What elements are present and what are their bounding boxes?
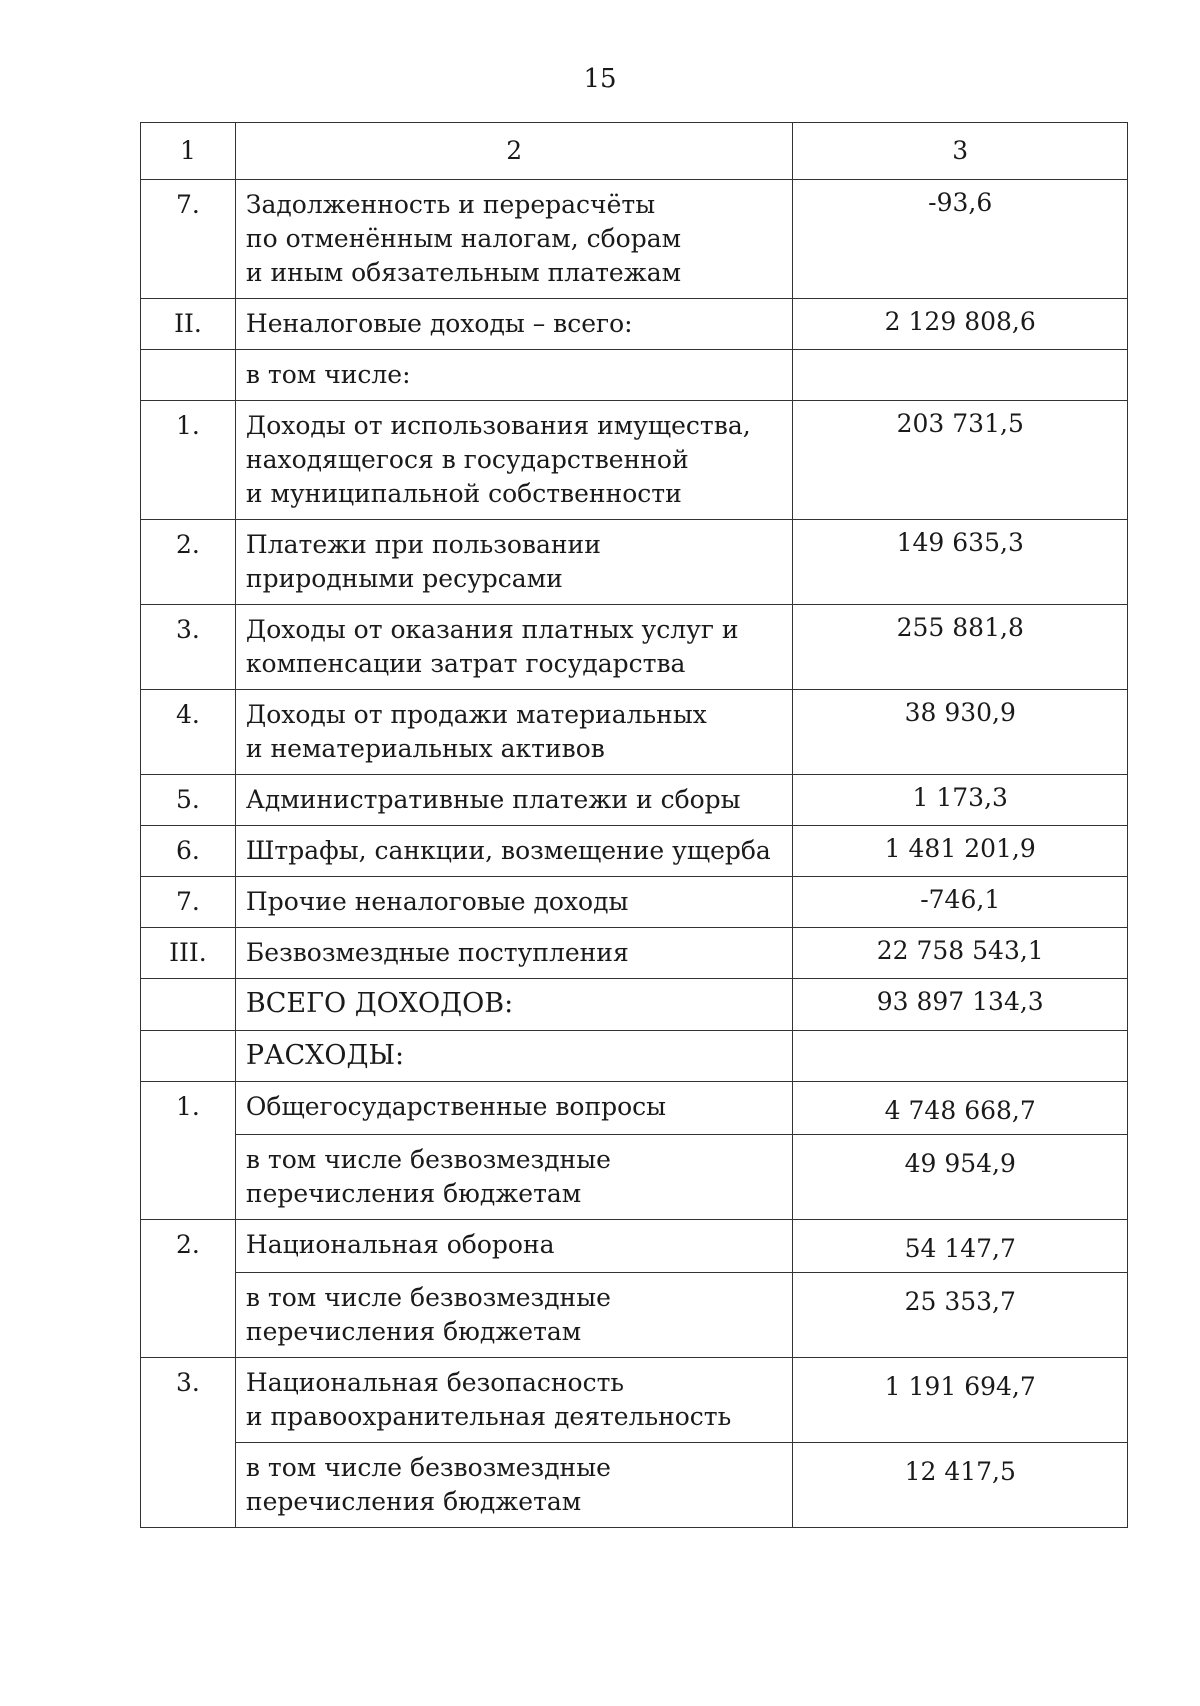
row-name: Общегосударственные вопросы — [235, 1082, 793, 1135]
table-row — [141, 1031, 1128, 1082]
row-number: 1. — [141, 401, 236, 520]
subrow-value: 49 954,9 — [793, 1135, 1128, 1220]
table-row — [141, 520, 1128, 605]
row-value: -93,6 — [793, 180, 1128, 299]
table-row — [141, 299, 1128, 350]
row-number: 4. — [141, 690, 236, 775]
header-col-3: 3 — [793, 123, 1128, 180]
subrow-value: 12 417,5 — [793, 1443, 1128, 1528]
table-row — [141, 928, 1128, 979]
row-value: -746,1 — [793, 877, 1128, 928]
row-value: 22 758 543,1 — [793, 928, 1128, 979]
table-row — [141, 979, 1128, 1031]
row-number: 7. — [141, 877, 236, 928]
header-col-1: 1 — [141, 123, 236, 180]
row-number: 6. — [141, 826, 236, 877]
row-number — [141, 1031, 236, 1082]
row-name: Задолженность и перерасчёты по отменённым налогам, сборам и иным обязательным платежам — [235, 180, 793, 299]
row-name: РАСХОДЫ: — [235, 1031, 793, 1082]
table-row — [141, 826, 1128, 877]
table-row — [141, 690, 1128, 775]
table-subrow — [141, 1135, 1128, 1220]
row-value — [793, 1031, 1128, 1082]
subrow-name: в том числе безвозмездные перечисления бюджетам — [235, 1273, 793, 1358]
table-row — [141, 605, 1128, 690]
row-name: Платежи при пользовании природными ресурсами — [235, 520, 793, 605]
page-number: 15 — [583, 64, 617, 94]
row-value: 149 635,3 — [793, 520, 1128, 605]
row-number: 3. — [141, 1358, 236, 1528]
row-number — [141, 979, 236, 1031]
budget-table — [140, 122, 1128, 1528]
row-name: Безвозмездные поступления — [235, 928, 793, 979]
subrow-name: в том числе безвозмездные перечисления бюджетам — [235, 1443, 793, 1528]
table-row — [141, 350, 1128, 401]
table-subrow — [141, 1443, 1128, 1528]
row-value: 1 173,3 — [793, 775, 1128, 826]
table-row — [141, 1220, 1128, 1273]
row-name: Прочие неналоговые доходы — [235, 877, 793, 928]
row-number: 7. — [141, 180, 236, 299]
row-number: 3. — [141, 605, 236, 690]
row-name: в том числе: — [235, 350, 793, 401]
subrow-value: 25 353,7 — [793, 1273, 1128, 1358]
row-number: 2. — [141, 520, 236, 605]
row-value: 1 191 694,7 — [793, 1358, 1128, 1443]
table-row — [141, 775, 1128, 826]
row-value: 203 731,5 — [793, 401, 1128, 520]
row-value: 93 897 134,3 — [793, 979, 1128, 1031]
header-col-2: 2 — [235, 123, 793, 180]
row-value: 4 748 668,7 — [793, 1082, 1128, 1135]
row-name: Доходы от использования имущества, находящегося в государственной и муниципальной собственности — [235, 401, 793, 520]
row-number: 1. — [141, 1082, 236, 1220]
row-value: 38 930,9 — [793, 690, 1128, 775]
row-name: Штрафы, санкции, возмещение ущерба — [235, 826, 793, 877]
row-name: Национальная оборона — [235, 1220, 793, 1273]
row-value — [793, 350, 1128, 401]
subrow-name: в том числе безвозмездные перечисления бюджетам — [235, 1135, 793, 1220]
table-row — [141, 877, 1128, 928]
table-header-row — [141, 123, 1128, 180]
row-name: Административные платежи и сборы — [235, 775, 793, 826]
row-number: 2. — [141, 1220, 236, 1358]
table-row — [141, 180, 1128, 299]
row-value: 255 881,8 — [793, 605, 1128, 690]
row-number: II. — [141, 299, 236, 350]
row-value: 2 129 808,6 — [793, 299, 1128, 350]
table-row — [141, 1358, 1128, 1443]
row-number — [141, 350, 236, 401]
row-number: 5. — [141, 775, 236, 826]
table-row — [141, 1082, 1128, 1135]
table-row — [141, 401, 1128, 520]
row-name: Неналоговые доходы – всего: — [235, 299, 793, 350]
row-value: 1 481 201,9 — [793, 826, 1128, 877]
table-subrow — [141, 1273, 1128, 1358]
row-name: ВСЕГО ДОХОДОВ: — [235, 979, 793, 1031]
row-value: 54 147,7 — [793, 1220, 1128, 1273]
row-name: Доходы от продажи материальных и нематериальных активов — [235, 690, 793, 775]
row-number: III. — [141, 928, 236, 979]
row-name: Национальная безопасность и правоохранительная деятельность — [235, 1358, 793, 1443]
row-name: Доходы от оказания платных услуг и компенсации затрат государства — [235, 605, 793, 690]
